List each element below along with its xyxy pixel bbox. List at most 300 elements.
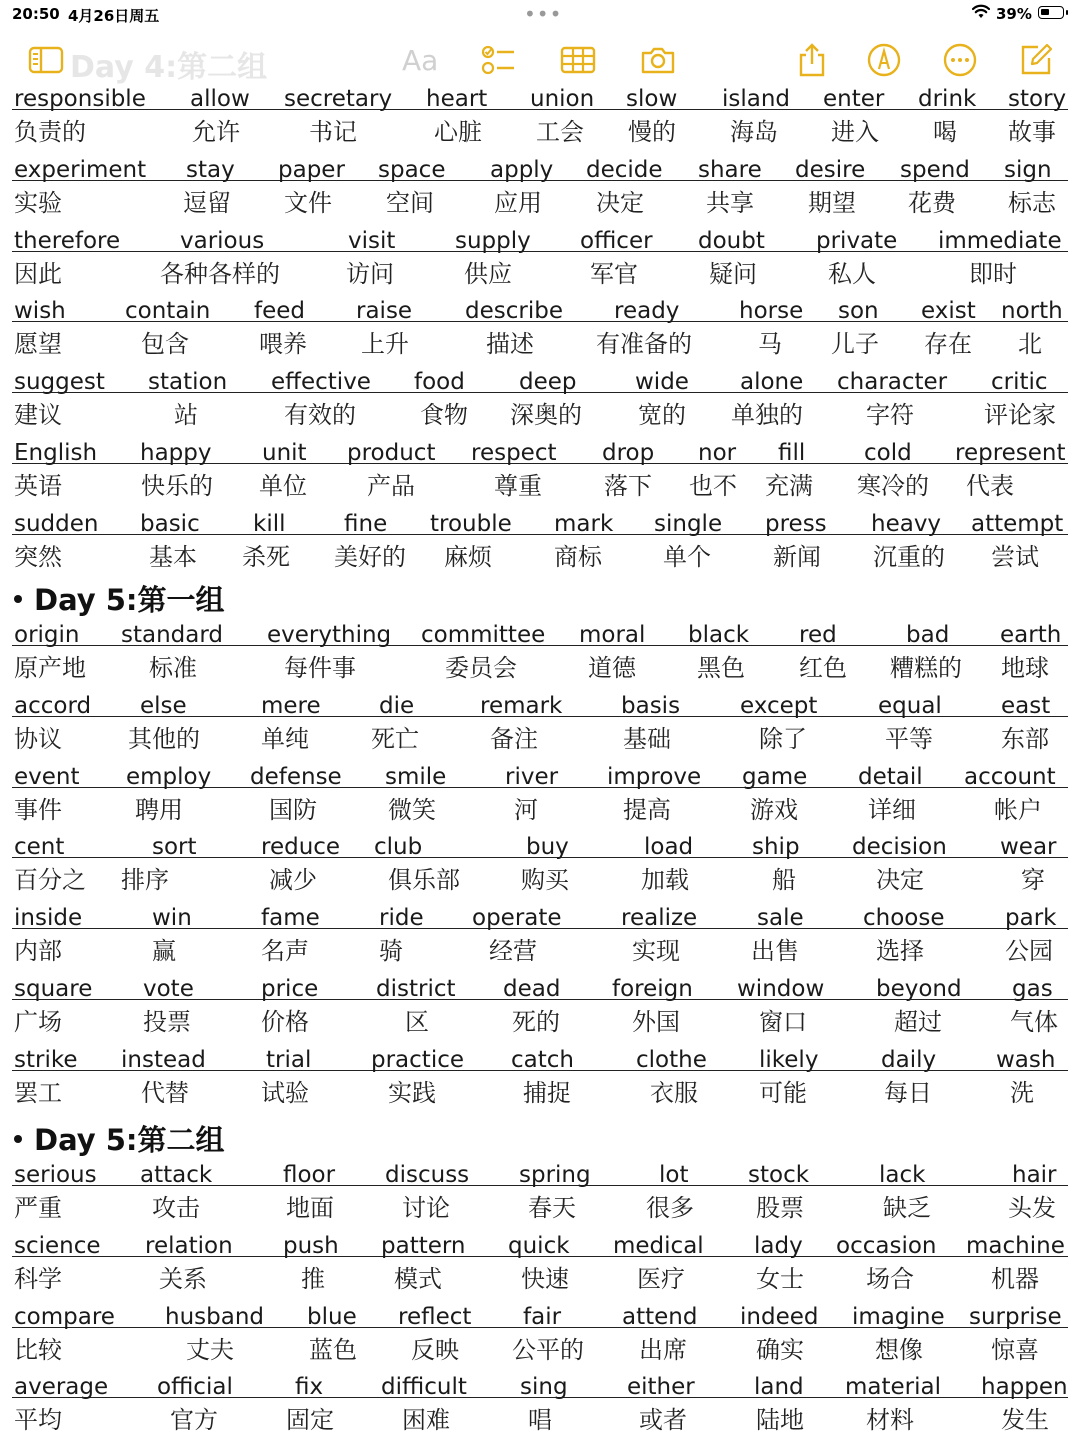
chinese-meaning: 美好的 <box>334 542 406 571</box>
chinese-meaning: 原产地 <box>14 654 86 682</box>
english-word: river <box>505 763 559 790</box>
english-word: feed <box>254 298 305 325</box>
chinese-meaning: 窗口 <box>759 1008 807 1036</box>
english-word: attempt <box>971 510 1064 537</box>
english-word: wish <box>14 298 66 325</box>
chinese-meaning: 赢 <box>152 937 176 966</box>
chinese-meaning: 空间 <box>386 188 434 217</box>
english-word: black <box>688 622 750 648</box>
english-word-row <box>0 1304 1080 1330</box>
chinese-meaning: 也不 <box>689 472 737 500</box>
chinese-meaning: 公平的 <box>512 1335 584 1364</box>
chinese-meaning-row <box>0 726 1080 760</box>
chinese-meaning-row <box>0 261 1080 295</box>
english-word: experiment <box>14 156 147 183</box>
chinese-meaning: 加载 <box>641 866 689 895</box>
english-word: alone <box>740 369 804 396</box>
chinese-meaning: 聘用 <box>135 795 183 824</box>
english-word: vote <box>143 976 194 1002</box>
bullet-icon <box>14 1135 22 1143</box>
chinese-meaning: 发生 <box>1001 1406 1049 1435</box>
english-word: apply <box>490 156 554 183</box>
english-word: lady <box>754 1232 803 1259</box>
english-word: north <box>1001 298 1063 325</box>
english-word: sudden <box>14 510 99 537</box>
chinese-meaning: 出席 <box>639 1335 687 1364</box>
chinese-meaning: 私人 <box>828 259 876 288</box>
english-word: science <box>14 1232 101 1259</box>
chinese-meaning: 商标 <box>554 542 602 571</box>
english-word: earth <box>1000 622 1062 648</box>
english-word: discuss <box>385 1162 470 1188</box>
english-word: blue <box>307 1303 357 1330</box>
chinese-meaning: 场合 <box>866 1264 914 1293</box>
chinese-meaning: 食物 <box>420 401 468 430</box>
chinese-meaning: 平均 <box>14 1406 62 1435</box>
english-word-row <box>0 86 1080 112</box>
english-word: basis <box>621 692 681 719</box>
english-word-row <box>0 834 1080 860</box>
chinese-meaning: 北 <box>1018 330 1042 359</box>
english-word: food <box>414 369 465 396</box>
chinese-meaning-row <box>0 1195 1080 1229</box>
english-word: imagine <box>852 1303 945 1330</box>
chinese-meaning: 困难 <box>402 1406 450 1435</box>
chinese-meaning: 攻击 <box>152 1194 200 1222</box>
english-word: slow <box>626 86 678 112</box>
english-word: supply <box>455 227 531 254</box>
chinese-meaning: 丈夫 <box>186 1335 234 1364</box>
english-word: ride <box>379 905 424 932</box>
chinese-meaning: 其他的 <box>128 724 200 753</box>
chinese-meaning: 购买 <box>521 866 569 895</box>
english-word: exist <box>921 298 976 325</box>
chinese-meaning: 材料 <box>866 1406 914 1435</box>
chinese-meaning: 减少 <box>269 866 317 895</box>
english-word-row <box>0 1047 1080 1073</box>
chinese-meaning: 蓝色 <box>309 1335 357 1364</box>
chinese-meaning: 因此 <box>14 259 62 288</box>
chinese-meaning: 道德 <box>588 654 636 682</box>
chinese-meaning-row <box>0 331 1080 365</box>
english-word: clothe <box>636 1046 707 1073</box>
note-title-ghost: Day 4:第二组 <box>70 50 268 85</box>
english-word: private <box>816 227 898 254</box>
english-word: fame <box>261 905 320 932</box>
chinese-meaning: 公园 <box>1005 937 1053 966</box>
chinese-meaning: 出售 <box>751 937 799 966</box>
chinese-meaning-row <box>0 1009 1080 1043</box>
english-word: contain <box>125 298 211 325</box>
chinese-meaning: 包含 <box>141 330 189 359</box>
english-word: load <box>644 834 694 861</box>
chinese-meaning: 排序 <box>121 866 169 895</box>
chinese-meaning: 书记 <box>309 118 357 146</box>
english-word: wear <box>1000 834 1057 861</box>
english-word: material <box>845 1374 941 1401</box>
english-word: lack <box>879 1162 926 1188</box>
section-heading-text: Day 5:第二组 <box>34 1123 225 1157</box>
chinese-meaning: 骑 <box>379 937 403 966</box>
chinese-meaning: 价格 <box>261 1008 309 1036</box>
english-word: game <box>742 763 808 790</box>
english-word-row <box>0 1162 1080 1188</box>
english-word: price <box>261 976 319 1002</box>
chinese-meaning: 反映 <box>411 1335 459 1364</box>
chinese-meaning: 广场 <box>14 1008 62 1036</box>
chinese-meaning-row <box>0 473 1080 507</box>
chinese-meaning: 除了 <box>759 724 807 753</box>
english-word: represent <box>955 440 1066 466</box>
english-word: push <box>283 1232 339 1259</box>
english-word: story <box>1008 86 1067 112</box>
english-word: defense <box>250 763 342 790</box>
chinese-meaning: 唱 <box>528 1406 552 1435</box>
multitask-dots[interactable]: ••• <box>524 2 563 26</box>
chinese-meaning: 推 <box>301 1264 325 1293</box>
english-word: doubt <box>698 227 765 254</box>
english-word: inside <box>14 905 83 932</box>
chinese-meaning: 基本 <box>149 542 197 571</box>
english-word: origin <box>14 622 80 648</box>
chinese-meaning: 女士 <box>756 1264 804 1293</box>
chinese-meaning: 游戏 <box>750 795 798 824</box>
english-word: quick <box>508 1232 570 1259</box>
chinese-meaning: 实践 <box>388 1078 436 1107</box>
chinese-meaning: 各种各样的 <box>160 259 280 288</box>
battery-percent: 39% <box>996 5 1032 23</box>
english-word: district <box>376 976 456 1002</box>
english-word: responsible <box>14 86 146 112</box>
chinese-meaning: 代替 <box>141 1078 189 1107</box>
english-word-row <box>0 157 1080 183</box>
english-word: moral <box>579 622 646 648</box>
chinese-meaning: 描述 <box>486 330 534 359</box>
english-word: husband <box>165 1303 265 1330</box>
chinese-meaning: 故事 <box>1008 118 1056 146</box>
chinese-meaning: 进入 <box>831 118 879 146</box>
chinese-meaning: 标准 <box>149 654 197 682</box>
chinese-meaning: 喂养 <box>259 330 307 359</box>
english-word: lot <box>659 1162 689 1188</box>
chinese-meaning-row <box>0 544 1080 578</box>
chinese-meaning: 比较 <box>14 1335 62 1364</box>
chinese-meaning-row <box>0 655 1080 689</box>
english-word: describe <box>465 298 563 325</box>
english-word: effective <box>271 369 371 396</box>
english-word: spring <box>519 1162 591 1188</box>
chinese-meaning: 名声 <box>261 937 309 966</box>
chinese-meaning: 科学 <box>14 1264 62 1293</box>
english-word: square <box>14 976 93 1002</box>
english-word-row <box>0 622 1080 648</box>
chinese-meaning: 负责的 <box>14 118 86 146</box>
english-word: sale <box>757 905 804 932</box>
english-word: win <box>152 905 192 932</box>
chinese-meaning: 喝 <box>933 118 957 146</box>
english-word: except <box>740 692 818 719</box>
english-word: sign <box>1004 156 1052 183</box>
english-word: land <box>754 1374 804 1401</box>
english-word: allow <box>190 86 250 112</box>
chinese-meaning: 船 <box>772 866 796 895</box>
chinese-meaning: 国防 <box>269 795 317 824</box>
chinese-meaning: 模式 <box>394 1264 442 1293</box>
chinese-meaning: 百分之 <box>14 866 86 895</box>
english-word: smile <box>385 763 447 790</box>
chinese-meaning: 麻烦 <box>444 542 492 571</box>
english-word: critic <box>991 369 1048 396</box>
chinese-meaning-row <box>0 402 1080 436</box>
english-word: island <box>722 86 791 112</box>
english-word: ship <box>752 834 800 861</box>
chinese-meaning: 地球 <box>1001 654 1049 682</box>
chinese-meaning: 穿 <box>1021 866 1045 895</box>
chinese-meaning: 实现 <box>632 937 680 966</box>
english-word-row <box>0 1374 1080 1400</box>
chinese-meaning: 微笑 <box>388 795 436 824</box>
english-word: basic <box>140 510 200 537</box>
english-word: spend <box>900 156 970 183</box>
english-word: various <box>180 227 265 254</box>
english-word: beyond <box>876 976 962 1002</box>
english-word: reflect <box>398 1303 472 1330</box>
english-word: visit <box>348 227 396 254</box>
english-word: stock <box>748 1162 810 1188</box>
chinese-meaning: 实验 <box>14 188 62 217</box>
english-word: difficult <box>381 1374 467 1401</box>
english-word: machine <box>966 1232 1065 1259</box>
english-word: unit <box>262 440 307 466</box>
chinese-meaning: 上升 <box>361 330 409 359</box>
chinese-meaning: 死的 <box>512 1008 560 1036</box>
chinese-meaning: 委员会 <box>445 654 517 682</box>
english-word: committee <box>421 622 546 648</box>
chinese-meaning: 决定 <box>596 188 644 217</box>
english-word: cent <box>14 834 65 861</box>
chinese-meaning: 建议 <box>14 401 62 430</box>
english-word-row <box>0 976 1080 1002</box>
chinese-meaning: 官方 <box>170 1406 218 1435</box>
english-word: kill <box>253 510 286 537</box>
section-heading-text: Day 5:第一组 <box>34 583 225 617</box>
chinese-meaning: 区 <box>405 1008 429 1036</box>
chinese-meaning: 马 <box>758 330 782 359</box>
english-word: equal <box>878 692 942 719</box>
chinese-meaning: 共享 <box>706 188 754 217</box>
english-word: standard <box>121 622 224 648</box>
english-word-row <box>0 298 1080 324</box>
chinese-meaning: 单个 <box>663 542 711 571</box>
english-word: reduce <box>261 834 341 861</box>
chinese-meaning-row <box>0 1080 1080 1114</box>
chinese-meaning: 代表 <box>966 472 1014 500</box>
chinese-meaning: 新闻 <box>773 542 821 571</box>
english-word: account <box>964 763 1056 790</box>
chinese-meaning: 儿子 <box>831 330 879 359</box>
english-word: deep <box>519 369 577 396</box>
english-word: pattern <box>381 1232 466 1259</box>
english-word: nor <box>698 440 737 466</box>
chinese-meaning: 捕捉 <box>523 1078 571 1107</box>
chinese-meaning: 英语 <box>14 472 62 500</box>
chinese-meaning: 河 <box>514 795 538 824</box>
english-word: paper <box>278 156 345 183</box>
english-word: happen <box>981 1374 1068 1401</box>
chinese-meaning: 尝试 <box>991 542 1039 571</box>
english-word: space <box>378 156 446 183</box>
chinese-meaning: 选择 <box>876 937 924 966</box>
bullet-icon <box>14 595 22 603</box>
chinese-meaning: 访问 <box>346 259 394 288</box>
english-word: character <box>837 369 948 396</box>
english-word: window <box>737 976 825 1002</box>
chinese-meaning: 洗 <box>1010 1078 1034 1107</box>
chinese-meaning: 决定 <box>876 866 924 895</box>
chinese-meaning: 军官 <box>590 259 638 288</box>
chinese-meaning: 备注 <box>490 724 538 753</box>
chinese-meaning: 讨论 <box>402 1194 450 1222</box>
english-word: son <box>838 298 879 325</box>
chinese-meaning: 产品 <box>367 472 415 500</box>
english-word: operate <box>472 905 562 932</box>
chinese-meaning: 想像 <box>875 1335 923 1364</box>
chinese-meaning: 超过 <box>894 1008 942 1036</box>
english-word: daily <box>881 1046 937 1073</box>
chinese-meaning: 俱乐部 <box>388 866 460 895</box>
chinese-meaning: 评论家 <box>984 401 1056 430</box>
english-word: attend <box>622 1303 698 1330</box>
english-word: wide <box>635 369 689 396</box>
chinese-meaning: 东部 <box>1001 724 1049 753</box>
chinese-meaning: 落下 <box>604 472 652 500</box>
english-word: die <box>379 692 415 719</box>
chinese-meaning: 允许 <box>192 118 240 146</box>
chinese-meaning: 有效的 <box>284 401 356 430</box>
english-word: buy <box>526 834 569 861</box>
english-word: likely <box>759 1046 819 1073</box>
chinese-meaning-row <box>0 1407 1080 1441</box>
english-word-row <box>0 369 1080 395</box>
chinese-meaning: 经营 <box>489 937 537 966</box>
chinese-meaning: 标志 <box>1008 188 1056 217</box>
chinese-meaning: 快乐的 <box>141 472 213 500</box>
chinese-meaning-row <box>0 867 1080 901</box>
chinese-meaning: 机器 <box>991 1264 1039 1293</box>
english-word: improve <box>607 763 702 790</box>
text-format-button[interactable]: Aa <box>402 44 439 77</box>
status-time: 20:50 <box>12 5 60 23</box>
chinese-meaning: 或者 <box>639 1406 687 1435</box>
english-word: desire <box>795 156 866 183</box>
chinese-meaning: 应用 <box>494 188 542 217</box>
chinese-meaning: 可能 <box>759 1078 807 1107</box>
english-word: share <box>698 156 762 183</box>
english-word: therefore <box>14 227 121 254</box>
english-word-row <box>0 764 1080 790</box>
chinese-meaning: 确实 <box>756 1335 804 1364</box>
english-word: press <box>765 510 827 537</box>
english-word: official <box>157 1374 233 1401</box>
english-word: foreign <box>612 976 693 1002</box>
english-word: either <box>627 1374 695 1401</box>
chinese-meaning: 有准备的 <box>596 330 692 359</box>
english-word: instead <box>121 1046 206 1073</box>
english-word: attack <box>140 1162 213 1188</box>
english-word: raise <box>356 298 413 325</box>
english-word: ready <box>614 298 680 325</box>
chinese-meaning: 花费 <box>908 188 956 217</box>
chinese-meaning: 即时 <box>969 259 1017 288</box>
english-word: decision <box>852 834 947 861</box>
english-word: mere <box>261 692 321 719</box>
english-word: heart <box>426 86 488 112</box>
section-heading <box>14 1122 225 1158</box>
english-word: sing <box>520 1374 568 1401</box>
chinese-meaning: 地面 <box>286 1194 334 1222</box>
english-word: catch <box>511 1046 574 1073</box>
english-word: remark <box>480 692 563 719</box>
chinese-meaning: 心脏 <box>434 118 482 146</box>
chinese-meaning: 头发 <box>1008 1194 1056 1222</box>
chinese-meaning: 衣服 <box>650 1078 698 1107</box>
chinese-meaning: 协议 <box>14 724 62 753</box>
chinese-meaning: 杀死 <box>242 542 290 571</box>
chinese-meaning: 股票 <box>756 1194 804 1222</box>
chinese-meaning: 内部 <box>14 937 62 966</box>
english-word-row <box>0 440 1080 466</box>
english-word: fill <box>778 440 806 466</box>
chinese-meaning: 文件 <box>284 188 332 217</box>
chinese-meaning: 红色 <box>799 654 847 682</box>
chinese-meaning: 逗留 <box>183 188 231 217</box>
chinese-meaning: 惊喜 <box>991 1335 1039 1364</box>
english-word: detail <box>858 763 923 790</box>
english-word: sort <box>152 834 197 861</box>
english-word: respect <box>471 440 557 466</box>
english-word: drink <box>918 86 977 112</box>
english-word: medical <box>613 1232 704 1259</box>
chinese-meaning: 疑问 <box>709 259 757 288</box>
chinese-meaning: 单位 <box>259 472 307 500</box>
english-word: trial <box>266 1046 312 1073</box>
chinese-meaning: 快速 <box>521 1264 569 1293</box>
chinese-meaning-row <box>0 938 1080 972</box>
chinese-meaning: 愿望 <box>14 330 62 359</box>
english-word: happy <box>140 440 212 466</box>
english-word: surprise <box>969 1303 1062 1330</box>
chinese-meaning: 春天 <box>528 1194 576 1222</box>
chinese-meaning: 突然 <box>14 542 62 571</box>
chinese-meaning-row <box>0 797 1080 831</box>
chinese-meaning: 站 <box>174 401 198 430</box>
chinese-meaning: 海岛 <box>730 118 778 146</box>
english-word: English <box>14 440 98 466</box>
english-word-row <box>0 511 1080 537</box>
english-word-row <box>0 1233 1080 1259</box>
english-word: heavy <box>871 510 942 537</box>
english-word: station <box>148 369 228 396</box>
chinese-meaning-row <box>0 1337 1080 1371</box>
english-word: officer <box>580 227 653 254</box>
english-word: employ <box>126 763 212 790</box>
english-word: fix <box>295 1374 324 1401</box>
english-word: event <box>14 763 80 790</box>
chinese-meaning: 帐户 <box>994 795 1042 824</box>
english-word-row <box>0 228 1080 254</box>
english-word: drop <box>602 440 655 466</box>
english-word: stay <box>186 156 235 183</box>
